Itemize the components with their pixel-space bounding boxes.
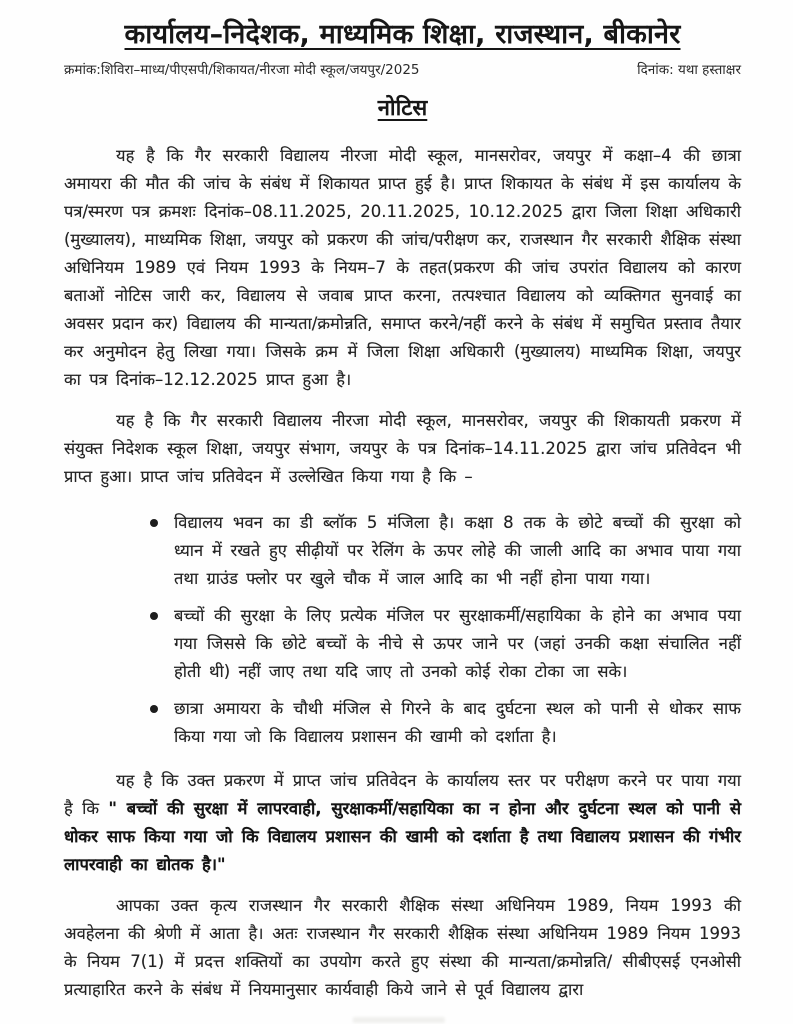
reference-row bbox=[64, 60, 741, 78]
finding-item-guards bbox=[150, 602, 741, 686]
bullet-icon bbox=[150, 519, 158, 527]
findings-list bbox=[150, 509, 741, 751]
notice-title: नोटिस bbox=[377, 96, 428, 121]
date-note: दिनांक: यथा हस्ताक्षर bbox=[637, 62, 741, 78]
paragraph-office-finding bbox=[64, 767, 741, 879]
office-title: कार्यालय–निदेशक, माध्यमिक शिक्षा, राजस्थान, बीकानेर bbox=[124, 19, 681, 50]
finding-text: छात्रा अमायरा के चौथी मंजिल से गिरने के बाद दुर्घटना स्थल को पानी से धोकर साफ किया गया जो कि विद्यालय प्रशासन की खामी को दर्शाता है। bbox=[174, 699, 741, 746]
bullet-icon bbox=[150, 705, 158, 713]
finding-lead-text: यह है कि उक्त प्रकरण में प्राप्त जांच प्रतिवेदन के कार्यालय स्तर पर परीक्षण करने पर पाया गया है कि bbox=[64, 771, 741, 818]
finding-item-building bbox=[150, 509, 741, 593]
reference-number: क्रमांक:शिविरा–माध्य/पीएसपी/शिकायत/नीरजा मोदी स्कूल/जयपुर/2025 bbox=[64, 62, 420, 78]
paragraph-action-notice: आपका उक्त कृत्य राजस्थान गैर सरकारी शैक्षिक संस्था अधिनियम 1989, नियम 1993 की अवहेलना की श्रेणी में आता है। अतः राजस्थान गैर सरकारी शैक्षिक संस्था अधिनियम 1989 नियम 1993 के नियम 7(1) में प्रदत्त शक्तियों का उपयोग करते हुए संस्था की मान्यता/क्रमोन्नति/ सीबीएसई एनओसी प्रत्याहारित करने के संबंध में नियमानुसार कार्यवाही किये जाने से पूर्व विद्यालय द्वारा bbox=[64, 896, 741, 999]
bullet-icon bbox=[150, 612, 158, 620]
notice-body bbox=[64, 142, 741, 1004]
cutoff-text-smudge bbox=[352, 1017, 444, 1023]
finding-text: विद्यालय भवन का डी ब्लॉक 5 मंजिला है। कक्षा 8 तक के छोटे बच्चों की सुरक्षा को ध्यान में रखते हुए सीढ़ीयों पर रेलिंग के ऊपर लोहे की जाली आदि का अभाव पाया गया तथा ग्राउंड फ्लोर पर खुले चौक में जाल आदि का भी नहीं होना पाया गया। bbox=[174, 513, 741, 588]
paragraph-complaint-received: यह है कि गैर सरकारी विद्यालय नीरजा मोदी स्कूल, मानसरोवर, जयपुर में कक्षा–4 की छात्रा अमायरा की मौत की जांच के संबंध में शिकायत प्राप्त हुई है। प्राप्त शिकायत के संबंध में इस कार्यालय के पत्र/स्मरण पत्र क्रमशः दिनांक–08.11.2025, 20.11.2025, 10.12.2025 द्वारा जिला शिक्षा अधिकारी (मुख्यालय), माध्यमिक शिक्षा, जयपुर को प्रकरण की जांच/परीक्षण कर, राजस्थान गैर सरकारी शैक्षिक संस्था अधिनियम 1989 एवं नियम 1993 के नियम–7 के तहत(प्रकरण की जांच उपरांत विद्यालय को कारण बताओं नोटिस जारी कर, विद्यालय से जवाब प्राप्त करना, तत्पश्चात विद्यालय को व्यक्तिगत सुनवाई का अवसर प्रदान कर) विद्यालय की मान्यता/क्रमोन्नति, समाप्त करने/नहीं करने के संबंध में समुचित प्रस्ताव तैयार कर अनुमोदन हेतु लिखा गया। जिसके क्रम में जिला शिक्षा अधिकारी (मुख्यालय) माध्यमिक शिक्षा, जयपुर का पत्र दिनांक–12.12.2025 प्राप्त हुआ है। bbox=[64, 146, 741, 389]
paragraph-inquiry-report: यह है कि गैर सरकारी विद्यालय नीरजा मोदी स्कूल, मानसरोवर, जयपुर की शिकायती प्रकरण में संयुक्त निदेशक स्कूल शिक्षा, जयपुर संभाग, जयपुर के पत्र दिनांक–14.11.2025 द्वारा जांच प्रतिवेदन भी प्राप्त हुआ। प्राप्त जांच प्रतिवेदन में उल्लेखित किया गया है कि – bbox=[64, 411, 741, 486]
finding-item-accident-site bbox=[150, 695, 741, 751]
finding-text: बच्चों की सुरक्षा के लिए प्रत्येक मंजिल पर सुरक्षाकर्मी/सहायिका के होने का अभाव पया गया जिससे कि छोटे बच्चों के नीचे से ऊपर जाने पर (जहां उनकी कक्षा संचालित नहीं होती थी) नहीं जाए तथा यदि जाए तो उनको कोई रोका टोका जा सके। bbox=[174, 606, 741, 681]
finding-quote-bold-text: " बच्चों की सुरक्षा में लापरवाही, सुरक्षाकर्मी/सहायिका का न होना और दुर्घटना स्थल को पानी से धोकर साफ किया गया जो कि विद्यालय प्रशासन की खामी को दर्शाता है तथा विद्यालय प्रशासन की गंभीर लापरवाही का द्योतक है।" bbox=[64, 799, 742, 874]
